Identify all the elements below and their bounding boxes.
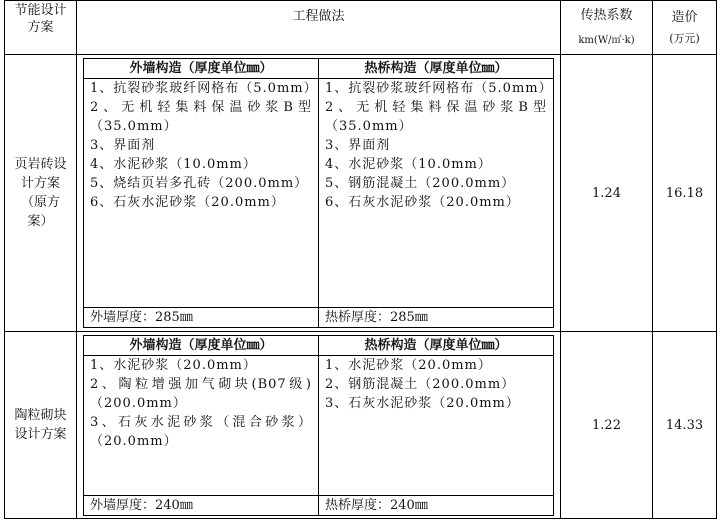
list-item: 6、石灰水泥砂浆（20.0mm） (90, 195, 285, 210)
scheme-row-1 (5, 55, 717, 332)
k-value: 1.24 (561, 55, 653, 332)
k-header (561, 1, 653, 55)
list-item: 2、陶粒增强加气砌块(B07级)（200.0mm） (90, 377, 312, 411)
scheme-row-2 (5, 332, 717, 519)
wall-items (84, 79, 319, 308)
cost-value: 16.18 (653, 55, 717, 332)
cost-header-text: 造价 (671, 9, 698, 25)
list-item: 4、水泥砂浆（10.0mm） (90, 157, 257, 172)
comparison-table (4, 0, 717, 519)
construction-subtable (83, 335, 554, 516)
k-header-text: 传热系数 (580, 7, 633, 23)
cost-value: 14.33 (653, 332, 717, 519)
bridge-items (319, 79, 554, 308)
list-item: 1、抗裂砂浆玻纤网格布（5.0mm） (325, 81, 553, 96)
list-item: 1、水泥砂浆（20.0mm） (325, 358, 492, 373)
wall-items (84, 356, 319, 496)
bridge-thickness: 热桥厚度：285㎜ (319, 308, 554, 328)
wall-construction-title: 外墙构造（厚度单位㎜） (84, 59, 319, 79)
scheme-name: 陶粒砌块设计方案 (14, 408, 67, 442)
scheme-name-cell (5, 332, 77, 519)
construction-cell (77, 332, 561, 519)
cost-unit-text: (万元) (669, 31, 700, 45)
list-item: 5、烧结页岩多孔砖（200.0mm） (90, 176, 309, 191)
list-item: 3、界面剂 (325, 138, 391, 153)
k-value: 1.22 (561, 332, 653, 519)
method-header (77, 1, 561, 55)
construction-subtable (83, 58, 554, 328)
list-item: 2、无机轻集料保温砂浆B型（35.0mm） (325, 100, 547, 134)
bridge-construction-title: 热桥构造（厚度单位㎜） (319, 336, 554, 356)
list-item: 2、钢筋混凝土（200.0mm） (325, 377, 516, 392)
wall-thickness: 外墙厚度：240㎜ (84, 496, 319, 516)
list-item: 4、水泥砂浆（10.0mm） (325, 157, 492, 172)
list-item: 2、无机轻集料保温砂浆B型（35.0mm） (90, 100, 312, 134)
list-item: 5、钢筋混凝土（200.0mm） (325, 176, 516, 191)
list-item: 1、抗裂砂浆玻纤网格布（5.0mm） (90, 81, 318, 96)
scheme-header-text: 节能设计方案 (14, 3, 67, 35)
wall-thickness: 外墙厚度：285㎜ (84, 308, 319, 328)
scheme-name-cell (5, 55, 77, 332)
scheme-name: 页岩砖设计方案（原方案） (14, 157, 67, 229)
method-header-text: 工程做法 (292, 9, 345, 24)
scheme-header (5, 1, 77, 55)
k-unit-text: km(W/㎡·k) (578, 34, 635, 46)
bridge-items (319, 356, 554, 496)
list-item: 1、水泥砂浆（20.0mm） (90, 358, 257, 373)
bridge-thickness: 热桥厚度：240㎜ (319, 496, 554, 516)
list-item: 6、石灰水泥砂浆（20.0mm） (325, 195, 520, 210)
construction-cell (77, 55, 561, 332)
bridge-construction-title: 热桥构造（厚度单位㎜） (319, 59, 554, 79)
header-row (5, 1, 717, 55)
list-item: 3、石灰水泥砂浆（混合砂浆）（20.0mm） (90, 415, 312, 449)
wall-construction-title: 外墙构造（厚度单位㎜） (84, 336, 319, 356)
cost-header (653, 1, 717, 55)
list-item: 3、石灰水泥砂浆（20.0mm） (325, 396, 520, 411)
list-item: 3、界面剂 (90, 138, 156, 153)
